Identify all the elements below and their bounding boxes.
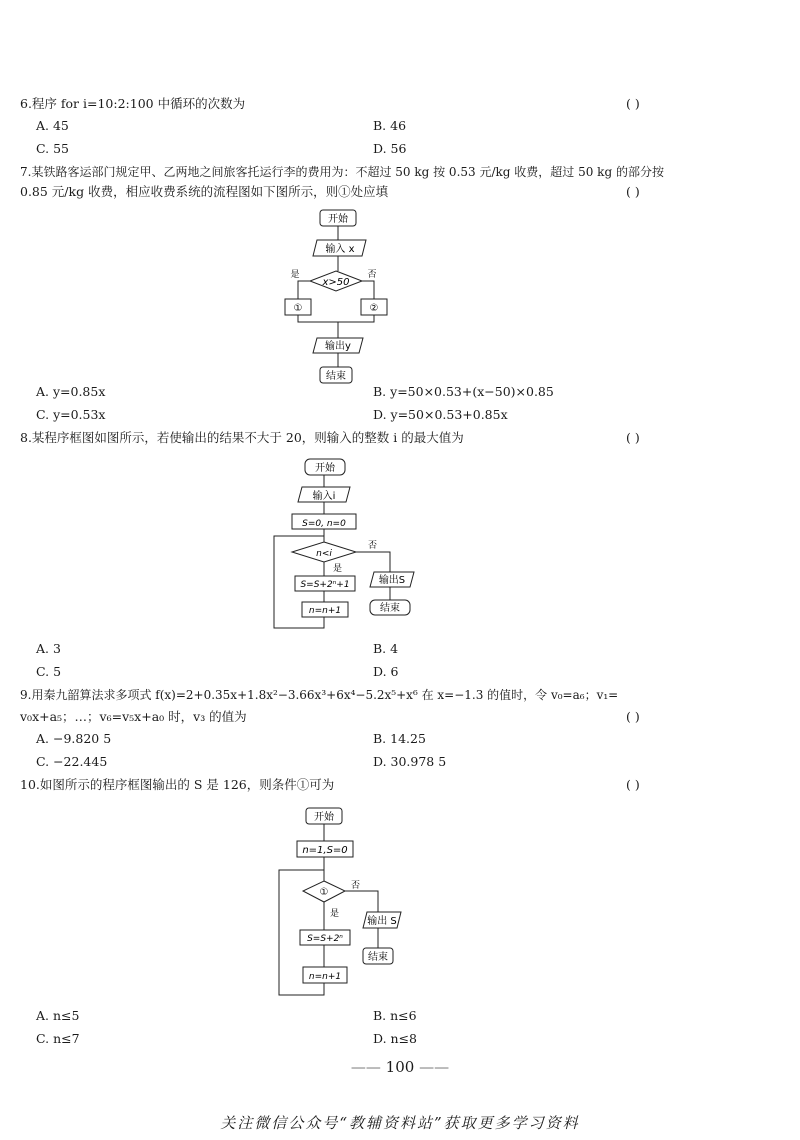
q7-condition-label: x>50 <box>322 277 350 288</box>
q8-answer-paren: ( ) <box>626 430 640 445</box>
q10-end-label: 结束 <box>368 952 388 963</box>
q8-init-label: S=0, n=0 <box>302 519 346 529</box>
q8-condition-label: n<i <box>316 549 332 559</box>
q10-update-label: S=S+2ⁿ <box>307 934 343 944</box>
q7-yes-label: 是 <box>290 270 300 280</box>
q7-answer-paren: ( ) <box>626 184 640 199</box>
q6-option-b: B. 46 <box>373 118 407 133</box>
q8-option-b: B. 4 <box>373 641 399 656</box>
q7-option-b: B. y=50×0.53+(x−50)×0.85 <box>373 384 554 399</box>
q10-increment-label: n=n+1 <box>308 972 342 982</box>
q8-option-a: A. 3 <box>36 641 61 656</box>
q8-end-label: 结束 <box>380 603 400 614</box>
q9-option-a: A. −9.820 5 <box>36 731 112 746</box>
q7-input-label: 输入 x <box>325 244 355 255</box>
q9-option-c: C. −22.445 <box>36 754 108 769</box>
q10-answer-paren: ( ) <box>626 777 640 792</box>
q10-init-label: n=1,S=0 <box>302 845 348 856</box>
q8-input-label: 输入i <box>312 491 336 502</box>
q10-option-c: C. n≤7 <box>36 1031 80 1046</box>
q10-yes-label: 是 <box>330 909 340 919</box>
q10-condition-label: ① <box>319 887 329 898</box>
q9-answer-paren: ( ) <box>626 709 640 724</box>
q7-start-label: 开始 <box>328 214 348 225</box>
q10-option-b: B. n≤6 <box>373 1008 417 1023</box>
q8-option-d: D. 6 <box>373 664 399 679</box>
q8-stem: 8.某程序框图如图所示，若使输出的结果不大于 20，则输入的整数 i 的最大值为 <box>20 430 464 445</box>
q9-stem-line2: v₀x+a₅；…；v₆=v₅x+a₀ 时，v₃ 的值为 <box>20 709 247 724</box>
q7-stem-line1: 7.某铁路客运部门规定甲、乙两地之间旅客托运行李的费用为：不超过 50 kg 按 0.53 元/kg 收费，超过 50 kg 的部分按 <box>20 165 664 179</box>
q8-yes-label: 是 <box>333 564 343 574</box>
q6-answer-paren: ( ) <box>626 96 640 111</box>
q10-flowchart <box>270 802 410 1002</box>
q10-no-label: 否 <box>351 881 361 891</box>
q9-stem-line1: 9.用秦九韶算法求多项式 f(x)=2+0.35x+1.8x²−3.66x³+6x⁴−5.2x⁵+x⁶ 在 x=−1.3 的值时，令 v₀=a₆；v₁= <box>20 688 619 702</box>
q7-option-d: D. y=50×0.53+0.85x <box>373 407 508 422</box>
q6-option-a: A. 45 <box>36 118 69 133</box>
q8-flowchart <box>265 452 425 632</box>
q7-option-c: C. y=0.53x <box>36 407 106 422</box>
q6-stem: 6.程序 for i=10:2:100 中循环的次数为 <box>20 96 246 111</box>
q7-option-a: A. y=0.85x <box>36 384 106 399</box>
q7-output-label: 输出y <box>325 341 351 352</box>
q10-start-label: 开始 <box>314 812 334 823</box>
q7-end-label: 结束 <box>326 371 346 382</box>
q10-option-d: D. n≤8 <box>373 1031 418 1046</box>
q8-output-label: 输出S <box>378 575 406 586</box>
q10-option-a: A. n≤5 <box>36 1008 80 1023</box>
q8-increment-label: n=n+1 <box>308 606 342 616</box>
q8-option-c: C. 5 <box>36 664 62 679</box>
q8-update-label: S=S+2ⁿ+1 <box>300 580 350 590</box>
footer-note: 关注微信公众号“教辅资料站”获取更多学习资料 <box>220 1114 580 1132</box>
q10-stem: 10.如图所示的程序框图输出的 S 是 126，则条件①可为 <box>20 777 335 792</box>
q10-output-label: 输出 S <box>367 916 397 927</box>
q6-option-c: C. 55 <box>36 141 69 156</box>
page-number-text: 100 <box>385 1058 415 1076</box>
q7-stem-line2: 0.85 元/kg 收费，相应收费系统的流程图如下图所示，则①处应填 <box>20 184 389 199</box>
q8-start-label: 开始 <box>315 463 335 474</box>
q7-no-label: 否 <box>367 270 377 280</box>
q7-flowchart <box>270 205 410 385</box>
q8-no-label: 否 <box>368 541 378 551</box>
q9-option-b: B. 14.25 <box>373 731 426 746</box>
q7-box1-label: ① <box>293 303 303 314</box>
q7-box2-label: ② <box>369 303 379 314</box>
q6-option-d: D. 56 <box>373 141 407 156</box>
page-number: —— 100 —— <box>350 1058 450 1076</box>
q9-option-d: D. 30.978 5 <box>373 754 447 769</box>
